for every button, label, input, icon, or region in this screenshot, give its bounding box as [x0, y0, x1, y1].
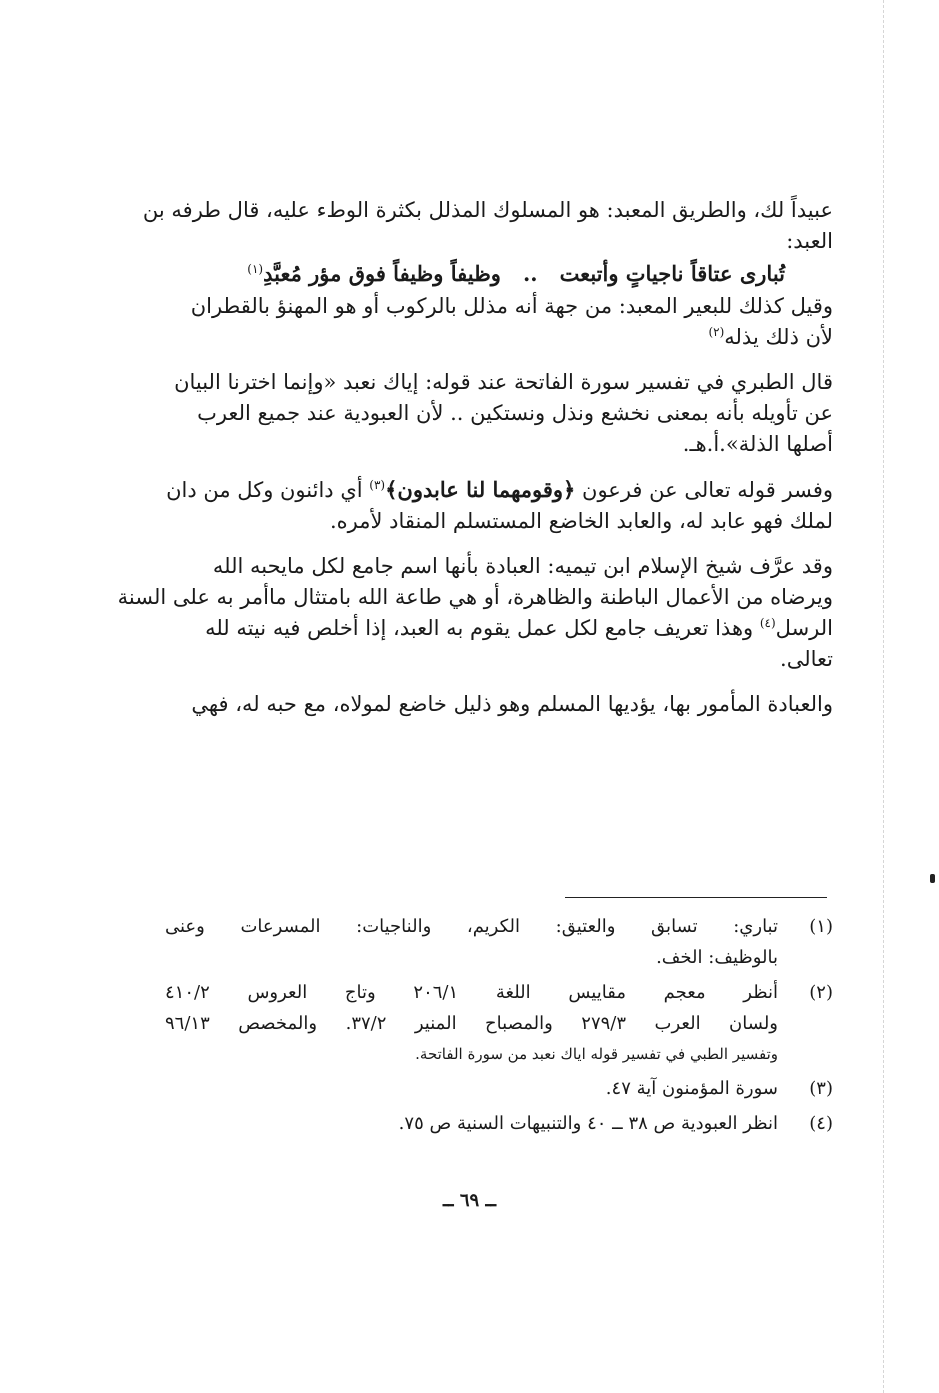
text-line: وقد عرَّف شيخ الإسلام ابن تيميه: العبادة بأنها اسم جامع لكل مايحبه الله	[212, 554, 833, 578]
footnote-ref: (٣)	[369, 478, 386, 492]
footnote-line: بالوظيف: الخف.	[656, 947, 778, 968]
footnote-line: أنظر معجم مقاييس اللغة ٢٠٦/١ وتاج العروس ٤١٠/٢	[165, 982, 778, 1003]
scan-edge-line	[883, 0, 884, 1393]
text-line: عبيداً لك، والطريق المعبد: هو المسلوك المذلل بكثرة الوطء عليه، قال طرفه بن	[142, 198, 833, 222]
text-line	[165, 613, 833, 644]
footnote-number: (٤)	[809, 1113, 833, 1134]
footnote-text	[165, 1108, 778, 1139]
footnote-item	[165, 1073, 833, 1104]
text-line: قال الطبري في تفسير سورة الفاتحة عند قوله: إياك نعبد «وإنما اخترنا البيان	[174, 370, 833, 394]
page-body	[117, 195, 833, 720]
text-line: وقيل كذلك للبعير المعبد: من جهة أنه مذلل بالركوب أو هو المهنؤ بالقطران	[190, 294, 833, 318]
text-span: وفسر قوله تعالى عن فرعون	[582, 478, 833, 502]
footnote-number: (٣)	[809, 1078, 833, 1099]
footnote-line: وتفسير الطبي في تفسير قوله اياك نعبد من سورة الفاتحة.	[415, 1045, 778, 1063]
paragraph-4	[165, 474, 833, 537]
footnote-line: ولسان العرب ٢٧٩/٣ والمصباح المنير ٣٧/٢. والمخصص ٩٦/١٣	[165, 1013, 778, 1034]
footnote-line: تباري: تسابق والعتيق: الكريم، والناجيات: المسرعات وعنى	[165, 916, 778, 937]
text-line: ويرضاه من الأعمال الباطنة والظاهرة، أو هي طاعة الله بامتثال ماأمر به على السنة	[117, 585, 833, 609]
text-span: وهذا تعريف جامع لكل عمل يقوم به العبد، إذا أخلص فيه نيته لله	[205, 616, 754, 640]
footnote-item	[165, 911, 833, 973]
footnote-text	[165, 977, 778, 1069]
verse-first-hemistich: تُبارى عتاقاً ناجياتٍ وأتبعت	[559, 261, 785, 286]
text-line	[165, 474, 833, 506]
footnote-ref: (٤)	[759, 616, 776, 630]
page-number: ــ ٦٩ ــ	[443, 1190, 496, 1211]
text-line	[165, 322, 833, 353]
paragraph-2	[165, 291, 833, 353]
text-span: أي دائنون وكل من دان	[166, 478, 363, 502]
footnote-line: انظر العبودية ص ٣٨ ــ ٤٠ والتنبيهات السنية ص ٧٥.	[398, 1113, 778, 1134]
poetry-verse	[165, 257, 833, 291]
footnote-line: سورة المؤمنون آية ٤٧.	[605, 1078, 778, 1099]
text-line: العبد:	[786, 229, 833, 253]
paragraph-5	[117, 551, 833, 675]
text-line: لملك فهو عابد له، والعابد الخاضع المستسلم المنقاد لأمره.	[329, 509, 833, 533]
paragraph-6	[165, 689, 833, 720]
paragraph-1	[142, 195, 833, 257]
verse-separator: ..	[522, 261, 538, 286]
footnote-item	[165, 1108, 833, 1139]
text-line: أصلها الذلة».أ.هـ.	[682, 432, 833, 456]
scan-edge-mark	[930, 874, 935, 883]
quran-quote: ﴿وقومهما لنا عابدون﴾	[385, 477, 576, 502]
footnote-text	[165, 911, 778, 973]
footnote-text	[165, 1073, 778, 1104]
footnote-ref: (١)	[247, 262, 264, 276]
text-span: الرسل	[775, 616, 833, 640]
footnote-ref: (٢)	[708, 325, 725, 339]
text-line: تعالى.	[780, 647, 833, 671]
verse-second-hemistich: وظيفاً وظيفاً فوق مؤر مُعبَّدِ	[263, 261, 501, 286]
paragraph-3	[165, 367, 833, 460]
text-line: والعبادة المأمور بها، يؤديها المسلم وهو ذليل خاضع لمولاه، مع حبه له، فهي	[191, 692, 833, 716]
text-span: لأن ذلك يذله	[724, 325, 833, 349]
footnote-number: (٢)	[809, 982, 833, 1003]
footnote-number: (١)	[809, 916, 833, 937]
text-line: عن تأويله بأنه بمعنى نخشع ونذل ونستكين .. لأن العبودية عند جميع العرب	[197, 401, 833, 425]
footnotes	[165, 911, 833, 1143]
footnote-item	[165, 977, 833, 1069]
footnote-divider	[565, 897, 827, 898]
